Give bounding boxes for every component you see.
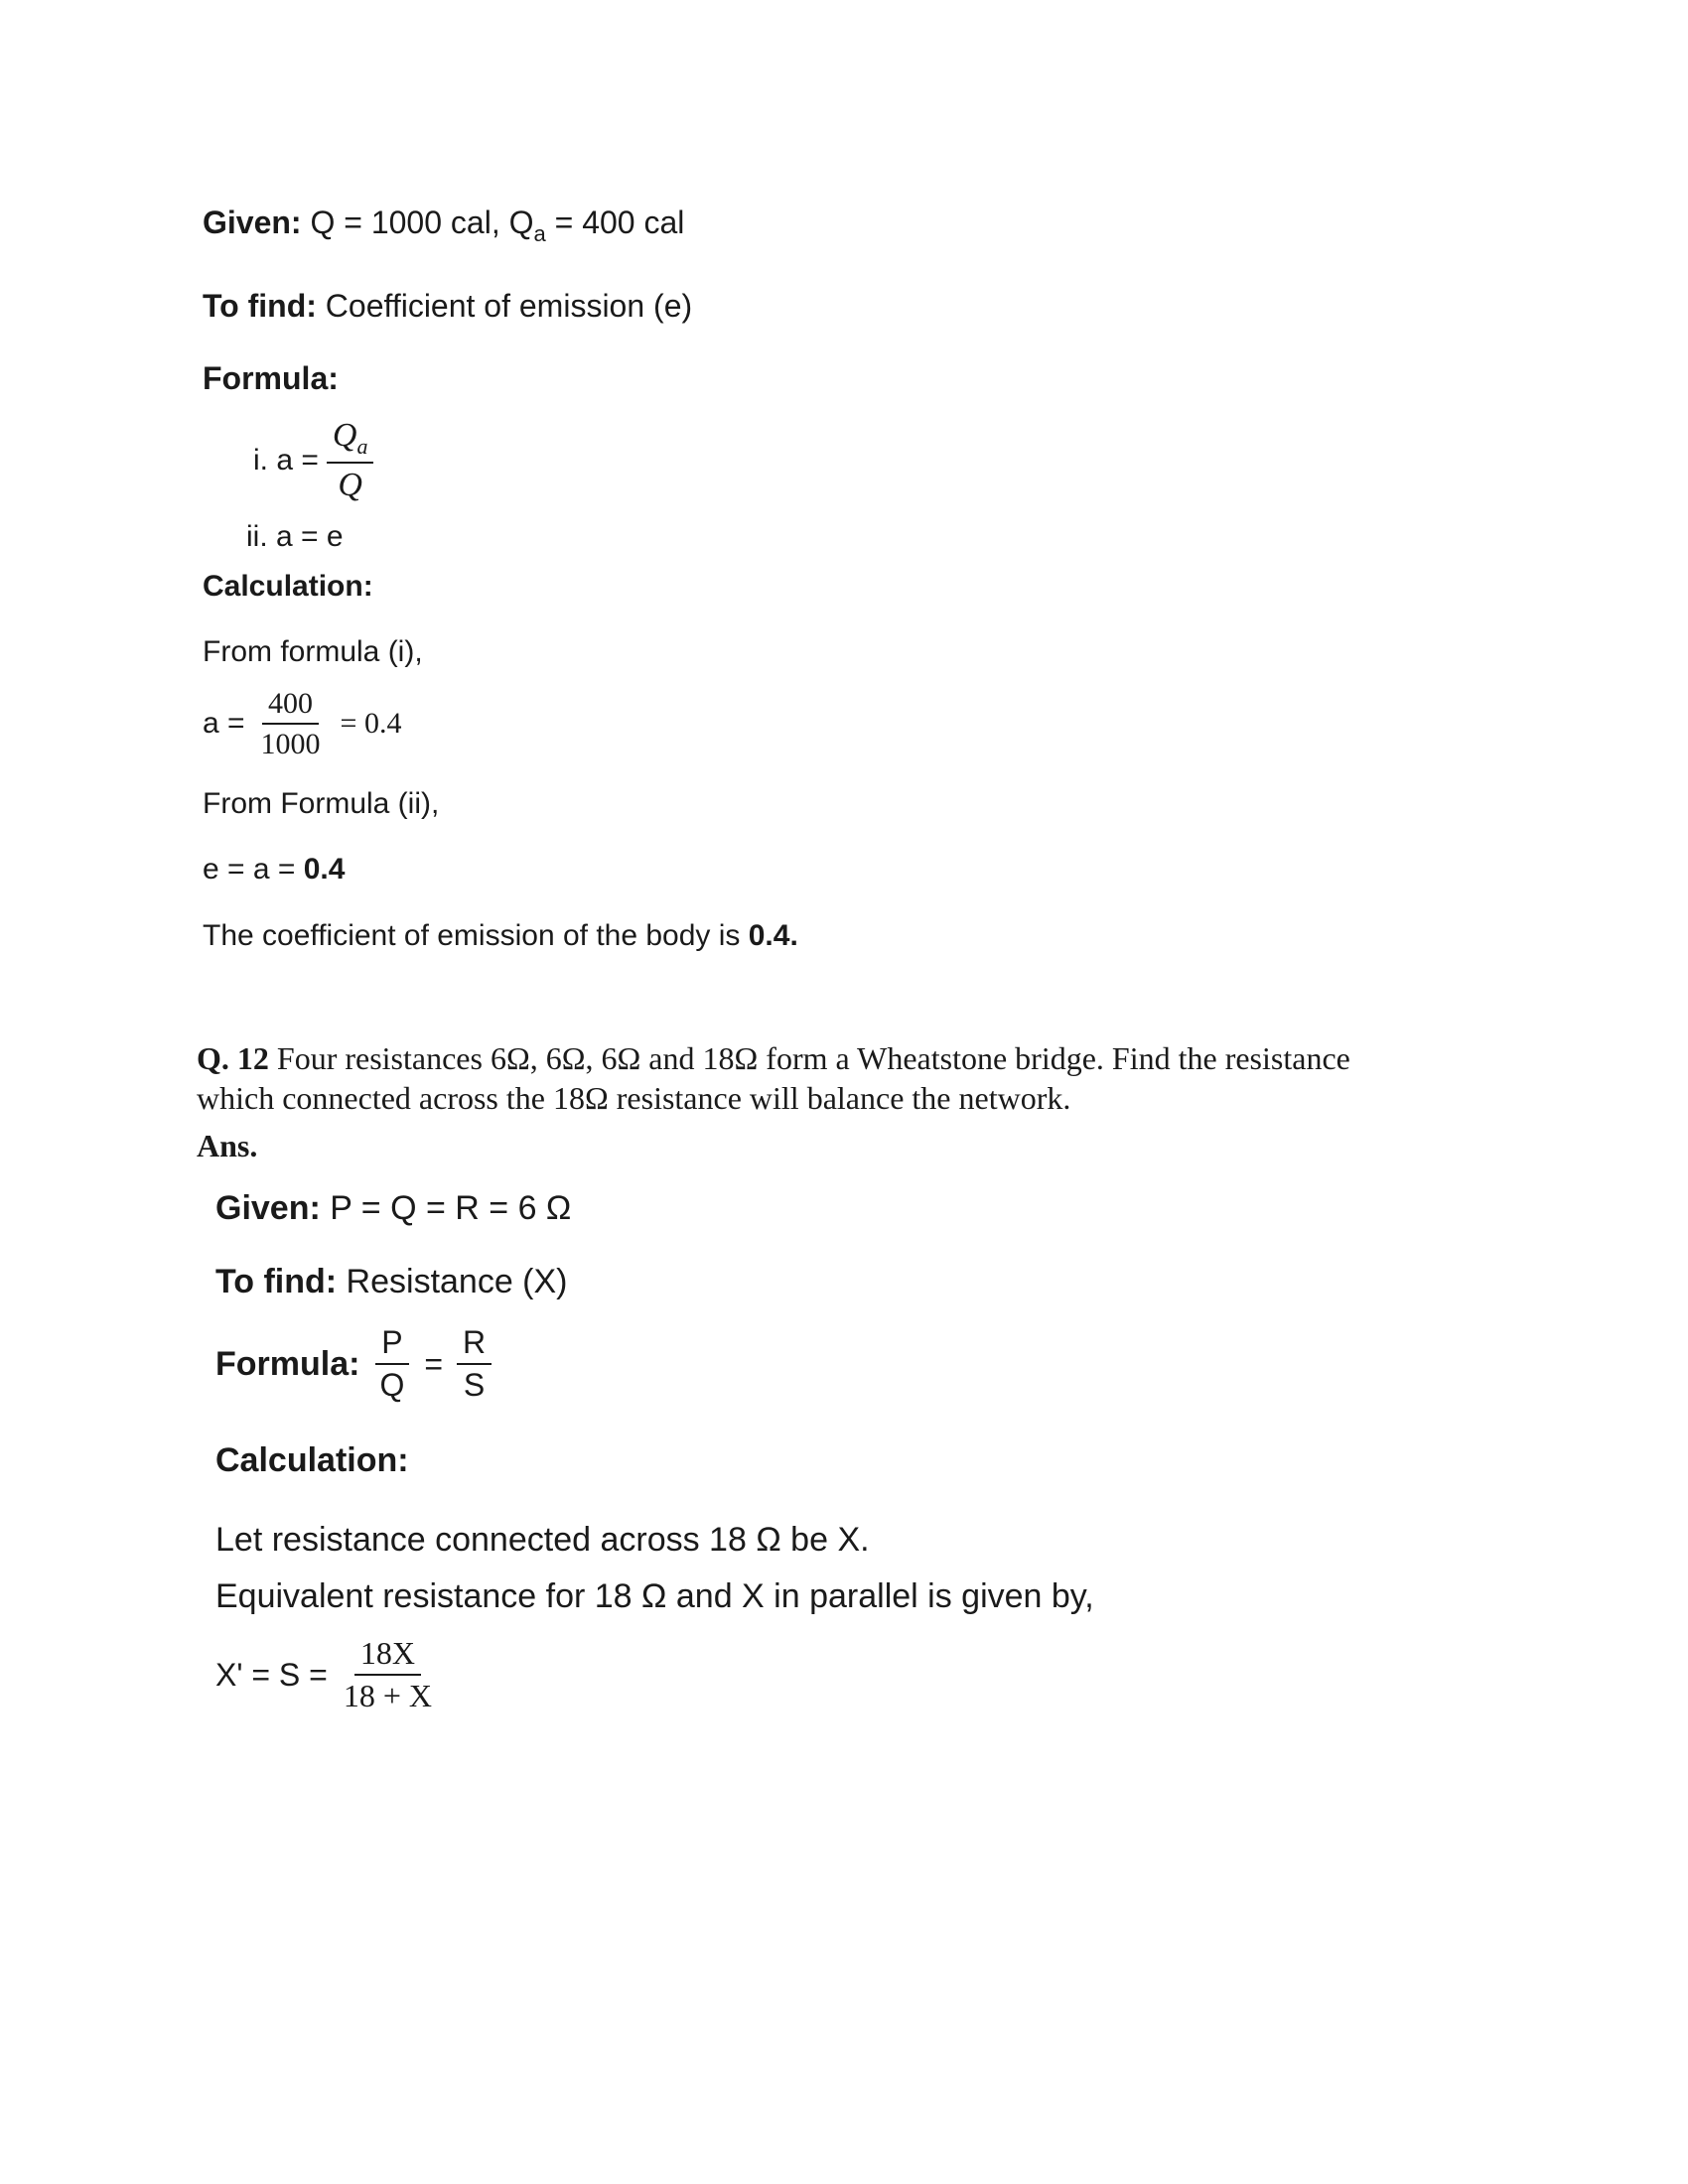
given-q-subscript: a [533, 221, 546, 246]
formula-r-over-s [457, 1325, 492, 1403]
formula-line-2 [215, 1325, 492, 1403]
formula-p-over-q [373, 1325, 410, 1403]
formula-q: Q [379, 1367, 405, 1404]
given-label-2: Given: [215, 1189, 321, 1227]
formula-i-prefix: i. a = [253, 443, 319, 477]
formula-i-denominator: Q [338, 467, 362, 504]
formula-equals: = [424, 1345, 444, 1382]
calculation-label-2: Calculation: [215, 1441, 409, 1479]
tofind-line-2 [215, 1263, 568, 1301]
answer-label: Ans. [197, 1128, 258, 1163]
calc-a-line [203, 687, 401, 760]
formula-i-numerator-sub: a [356, 434, 368, 459]
formula-p: P [375, 1325, 408, 1365]
xprime-prefix: X' = S = [215, 1656, 328, 1693]
calc-a-denominator: 1000 [260, 728, 321, 760]
question-text-line2: which connected across the 18Ω resistance will balance the network. [197, 1080, 1071, 1116]
conclusion-text: The coefficient of emission of the body is [203, 919, 749, 952]
calc-a-fraction [255, 687, 327, 760]
given-q-value: Q = 1000 cal, Q [310, 205, 534, 240]
calc-a-numerator: 400 [262, 687, 319, 725]
from-formula-i: From formula (i), [203, 635, 423, 668]
question-text-line1: Four resistances 6Ω, 6Ω, 6Ω and 18Ω form a Wheatstone bridge. Find the resistance [268, 1040, 1350, 1076]
xprime-fraction [338, 1636, 438, 1713]
calc-a-prefix: a = [203, 707, 245, 740]
tofind-text-2: Resistance (X) [346, 1263, 568, 1300]
given-line-2 [215, 1189, 571, 1228]
formula-i-fraction [327, 417, 374, 504]
given-text-2: P = Q = R = 6 Ω [330, 1189, 572, 1227]
tofind-line-1 [203, 288, 692, 325]
formula-i [253, 417, 373, 504]
question-number: Q. 12 [197, 1040, 269, 1076]
conclusion-value: 0.4. [748, 919, 798, 952]
formula-i-numerator: Q [332, 417, 357, 454]
calc-a-result: = 0.4 [340, 707, 402, 740]
calc-line-1: Let resistance connected across 18 Ω be X. [215, 1521, 870, 1559]
e-equals-line [203, 853, 345, 887]
e-line-value: 0.4 [303, 853, 346, 886]
from-formula-ii: From Formula (ii), [203, 787, 440, 820]
xprime-line [215, 1636, 438, 1713]
calc-line-2: Equivalent resistance for 18 Ω and X in parallel is given by, [215, 1577, 1094, 1615]
formula-label-1: Formula: [203, 360, 339, 396]
xprime-numerator: 18X [354, 1636, 421, 1676]
given-qa-value: = 400 cal [545, 205, 685, 240]
given-label: Given: [203, 205, 302, 240]
tofind-text: Coefficient of emission (e) [325, 288, 693, 324]
e-line-prefix: e = a = [203, 853, 304, 886]
question-12 [197, 1038, 1350, 1118]
tofind-label: To find: [203, 288, 317, 324]
given-line-1 [203, 205, 684, 247]
tofind-label-2: To find: [215, 1263, 338, 1300]
calculation-label-1: Calculation: [203, 570, 373, 603]
formula-ii: ii. a = e [246, 520, 344, 553]
formula-r: R [457, 1325, 492, 1365]
formula-label-2: Formula: [215, 1344, 360, 1383]
xprime-denominator: 18 + X [343, 1678, 432, 1714]
conclusion-line [203, 919, 798, 953]
formula-s: S [463, 1367, 486, 1404]
